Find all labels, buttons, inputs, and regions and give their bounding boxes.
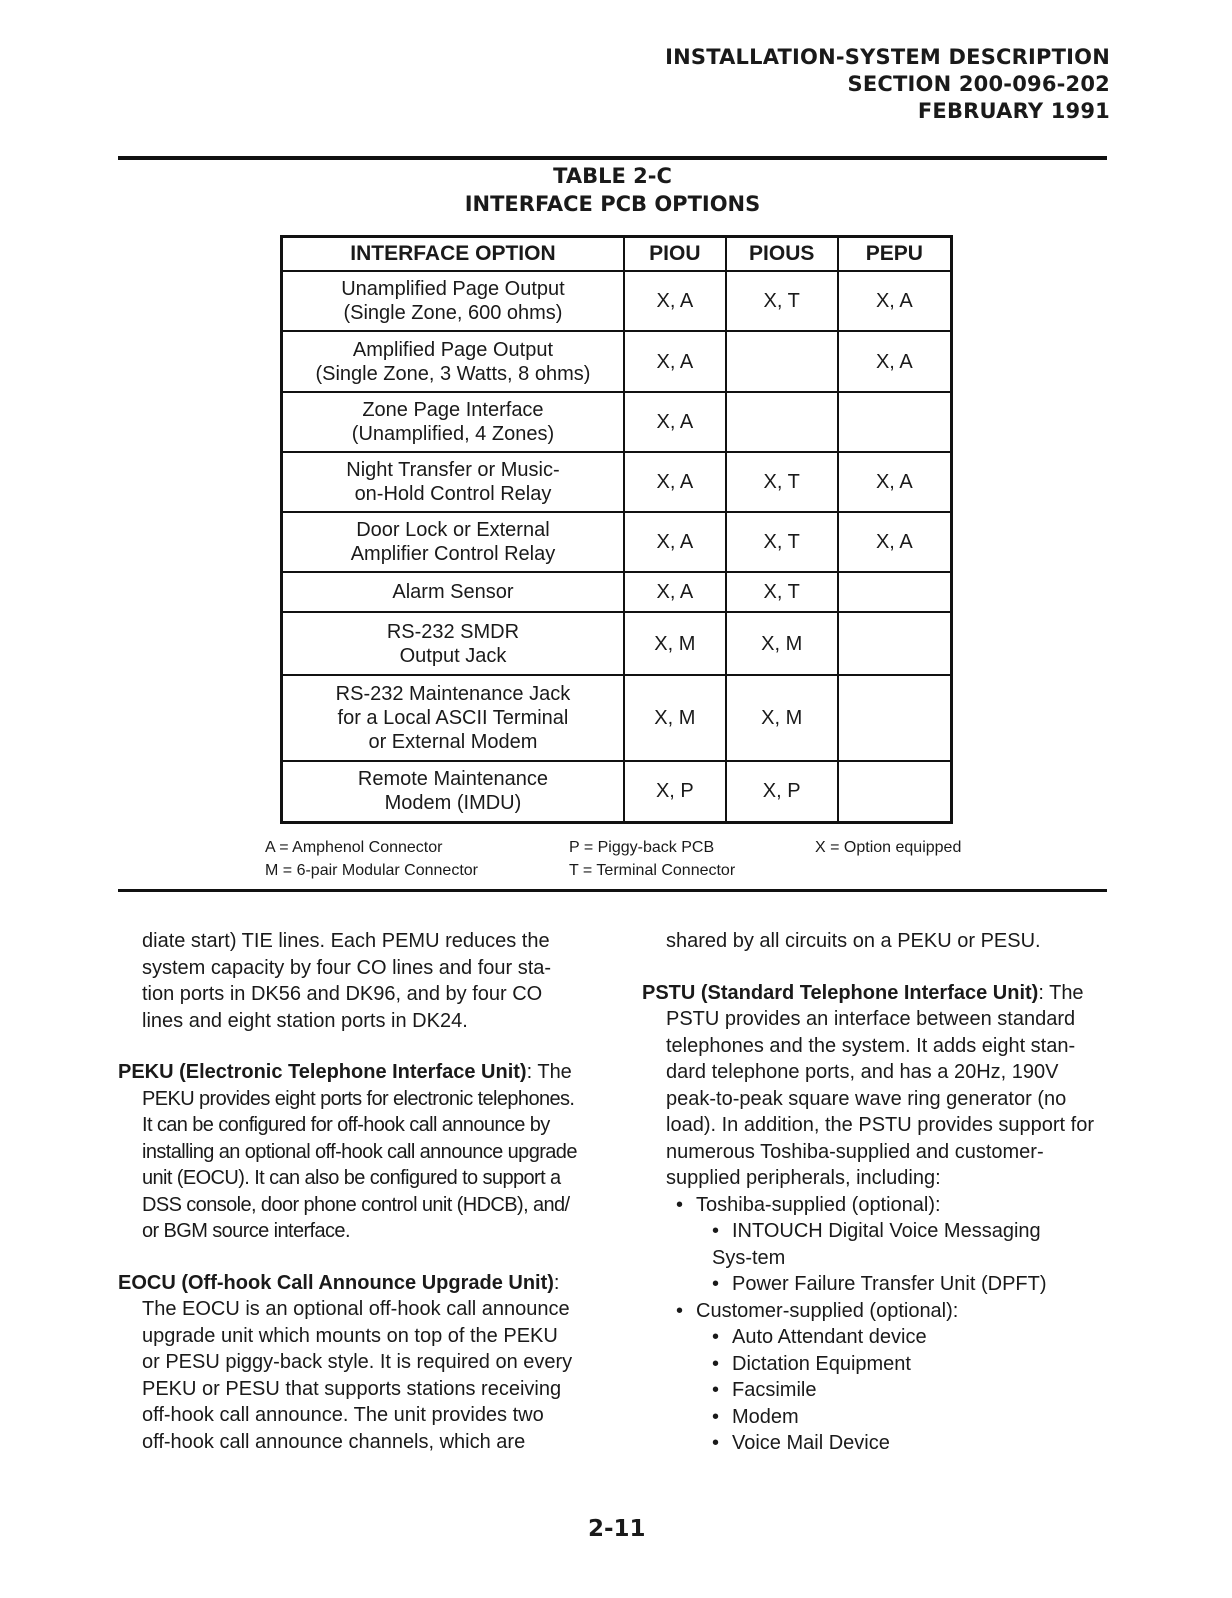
table-row bbox=[282, 572, 952, 612]
text-line: unit (EOCU). It can also be configured to support a bbox=[142, 1167, 561, 1189]
option-line: (Unamplified, 4 Zones) bbox=[351, 423, 555, 445]
text-line: off-hook call announce. The unit provides two bbox=[142, 1404, 544, 1426]
option-line: Remote Maintenance bbox=[357, 768, 548, 791]
pious-cell: X, T bbox=[726, 512, 838, 572]
column-header-piou: PIOU bbox=[624, 237, 726, 272]
text-line: load). In addition, the PSTU provides support for bbox=[666, 1114, 1095, 1136]
bottom-divider bbox=[118, 889, 1107, 892]
text-line: PSTU provides an interface between standard bbox=[666, 1008, 1076, 1030]
top-divider bbox=[118, 156, 1107, 160]
pepu-cell: X, A bbox=[838, 271, 952, 331]
page-number: 2-11 bbox=[588, 1516, 646, 1542]
option-line: Modem (IMDU) bbox=[384, 792, 522, 815]
text-line: or PESU piggy-back style. It is required on every bbox=[142, 1351, 573, 1373]
pious-cell: X, M bbox=[726, 675, 838, 761]
table-row bbox=[282, 612, 952, 675]
option-line: Alarm Sensor bbox=[392, 581, 514, 603]
text-line: PEKU (Electronic Telephone Interface Unit): The bbox=[118, 1061, 572, 1083]
legend-terminal: T = Terminal Connector bbox=[569, 862, 736, 879]
list-item: • Toshiba-supplied (optional): bbox=[642, 1192, 1108, 1219]
text-line: system capacity by four CO lines and four sta- bbox=[142, 956, 552, 979]
table-row bbox=[282, 331, 952, 392]
text-line: EOCU (Off-hook Call Announce Upgrade Unit): bbox=[118, 1271, 560, 1294]
text-line: dard telephone ports, and has a 20Hz, 190V bbox=[666, 1061, 1059, 1083]
piou-cell: X, A bbox=[624, 512, 726, 572]
option-cell bbox=[282, 271, 624, 331]
left-column bbox=[118, 928, 583, 1455]
peku-paragraph bbox=[118, 1059, 583, 1245]
text-line: telephones and the system. It adds eight stan- bbox=[666, 1034, 1076, 1057]
list-item: • Auto Attendant device bbox=[642, 1324, 1108, 1351]
option-line: RS-232 SMDR bbox=[386, 620, 520, 643]
piou-cell: X, M bbox=[624, 675, 726, 761]
list-item: • Facsimile bbox=[642, 1377, 1108, 1404]
list-item: • INTOUCH Digital Voice Messaging Sys-tem bbox=[712, 1220, 1041, 1269]
option-line: on-Hold Control Relay bbox=[354, 483, 552, 505]
option-line: Amplifier Control Relay bbox=[350, 543, 556, 565]
table-header-row bbox=[282, 237, 952, 272]
pepu-cell bbox=[838, 675, 952, 761]
bullet-icon: • bbox=[712, 1432, 720, 1454]
option-line: Amplified Page Output bbox=[352, 338, 554, 361]
table-legend bbox=[265, 836, 478, 882]
text-line: numerous Toshiba-supplied and customer- bbox=[666, 1140, 1044, 1163]
text-line: supplied peripherals, including: bbox=[666, 1167, 941, 1189]
pepu-cell: X, A bbox=[838, 452, 952, 512]
bullet-list bbox=[642, 1192, 1108, 1457]
option-line: RS-232 Maintenance Jack bbox=[335, 683, 571, 705]
list-item: • Power Failure Transfer Unit (DPFT) bbox=[642, 1271, 1108, 1298]
pstu-paragraph bbox=[642, 980, 1108, 1457]
option-line: (Single Zone, 600 ohms) bbox=[343, 302, 563, 324]
text-line: PSTU (Standard Telephone Interface Unit): The bbox=[642, 981, 1084, 1004]
pious-cell: X, T bbox=[726, 452, 838, 512]
text-line: upgrade unit which mounts on top of the PEKU bbox=[142, 1324, 558, 1347]
option-cell bbox=[282, 392, 624, 452]
peku-term: PEKU (Electronic Telephone Interface Unit) bbox=[118, 1061, 527, 1083]
list-item: • Voice Mail Device bbox=[642, 1430, 1108, 1457]
pepu-cell bbox=[838, 572, 952, 612]
eocu-paragraph bbox=[118, 1270, 583, 1456]
bullet-icon: • bbox=[676, 1193, 684, 1216]
text-line: The EOCU is an optional off-hook call announce bbox=[142, 1298, 570, 1320]
piou-cell: X, P bbox=[624, 761, 726, 822]
option-cell bbox=[282, 331, 624, 392]
header-section: SECTION 200-096-202 bbox=[847, 72, 1110, 96]
option-line: Zone Page Interface bbox=[362, 399, 544, 421]
option-cell bbox=[282, 572, 624, 612]
list-item: • Customer-supplied (optional): bbox=[642, 1298, 1108, 1325]
eocu-term: EOCU (Off-hook Call Announce Upgrade Unit) bbox=[118, 1271, 554, 1294]
text-line: installing an optional off-hook call announce upgrade bbox=[142, 1140, 577, 1163]
piou-cell: X, A bbox=[624, 452, 726, 512]
right-column bbox=[642, 928, 1108, 1457]
header-title: INSTALLATION-SYSTEM DESCRIPTION bbox=[665, 45, 1110, 69]
bullet-icon: • bbox=[712, 1379, 720, 1401]
table-caption: INTERFACE PCB OPTIONS bbox=[464, 192, 761, 216]
pepu-cell bbox=[838, 761, 952, 822]
column-header-option: INTERFACE OPTION bbox=[282, 237, 624, 272]
option-line: Night Transfer or Music- bbox=[346, 459, 560, 481]
option-line: Output Jack bbox=[399, 644, 507, 667]
table-row bbox=[282, 271, 952, 331]
pepu-cell: X, A bbox=[838, 331, 952, 392]
pepu-cell bbox=[838, 392, 952, 452]
text-line: lines and eight station ports in DK24. bbox=[142, 1009, 468, 1032]
option-cell bbox=[282, 512, 624, 572]
option-cell bbox=[282, 761, 624, 822]
legend-option-equipped: X = Option equipped bbox=[815, 839, 962, 856]
text-line: peak-to-peak square wave ring generator (no bbox=[666, 1087, 1067, 1110]
text-line: tion ports in DK56 and DK96, and by four CO bbox=[142, 983, 543, 1005]
legend-amphenol: A = Amphenol Connector bbox=[265, 839, 443, 856]
pious-cell: X, P bbox=[726, 761, 838, 822]
piou-cell: X, A bbox=[624, 271, 726, 331]
text-line: DSS console, door phone control unit (HDCB), and/ bbox=[142, 1193, 570, 1216]
document-header bbox=[665, 44, 1110, 125]
piou-cell: X, A bbox=[624, 331, 726, 392]
table-row bbox=[282, 392, 952, 452]
legend-piggyback: P = Piggy-back PCB bbox=[569, 839, 715, 856]
option-line: (Single Zone, 3 Watts, 8 ohms) bbox=[315, 362, 591, 385]
option-cell bbox=[282, 612, 624, 675]
pepu-cell bbox=[838, 612, 952, 675]
option-line: Door Lock or External bbox=[356, 519, 550, 541]
bullet-icon: • bbox=[712, 1273, 720, 1295]
text-line: diate start) TIE lines. Each PEMU reduces the bbox=[142, 930, 550, 952]
piou-cell: X, A bbox=[624, 572, 726, 612]
interface-options-table bbox=[280, 235, 953, 824]
table-row bbox=[282, 452, 952, 512]
table-title bbox=[420, 162, 805, 218]
option-line: or External Modem bbox=[368, 731, 538, 753]
bullet-icon: • bbox=[712, 1220, 720, 1242]
pious-cell: X, T bbox=[726, 271, 838, 331]
list-item: • Dictation Equipment bbox=[642, 1351, 1108, 1378]
pepu-cell: X, A bbox=[838, 512, 952, 572]
list-item: • Modem bbox=[642, 1404, 1108, 1431]
piou-cell: X, M bbox=[624, 612, 726, 675]
text-line: or BGM source interface. bbox=[142, 1220, 350, 1242]
column-header-pious: PIOUS bbox=[726, 237, 838, 272]
text-line: It can be configured for off-hook call announce by bbox=[142, 1114, 550, 1136]
text-line: PEKU provides eight ports for electronic telephones. bbox=[142, 1087, 575, 1110]
text-line: off-hook call announce channels, which are bbox=[142, 1430, 526, 1453]
table-number: TABLE 2-C bbox=[553, 164, 672, 188]
bullet-icon: • bbox=[712, 1326, 720, 1348]
option-line: for a Local ASCII Terminal bbox=[337, 707, 569, 729]
table-row bbox=[282, 675, 952, 761]
bullet-icon: • bbox=[712, 1352, 720, 1375]
table-legend bbox=[569, 836, 735, 882]
table-row bbox=[282, 512, 952, 572]
header-date: FEBRUARY 1991 bbox=[917, 99, 1110, 123]
text-line: shared by all circuits on a PEKU or PESU. bbox=[666, 930, 1041, 952]
pious-cell: X, T bbox=[726, 572, 838, 612]
continued-paragraph bbox=[642, 928, 1108, 955]
continued-paragraph bbox=[118, 928, 583, 1034]
option-cell bbox=[282, 675, 624, 761]
pious-cell bbox=[726, 392, 838, 452]
pstu-term: PSTU (Standard Telephone Interface Unit) bbox=[642, 981, 1039, 1004]
pious-cell bbox=[726, 331, 838, 392]
option-cell bbox=[282, 452, 624, 512]
table-row bbox=[282, 761, 952, 822]
table-legend bbox=[815, 836, 961, 859]
column-header-pepu: PEPU bbox=[838, 237, 952, 272]
option-line: Unamplified Page Output bbox=[341, 278, 565, 300]
piou-cell: X, A bbox=[624, 392, 726, 452]
pious-cell: X, M bbox=[726, 612, 838, 675]
text-line: PEKU or PESU that supports stations receiving bbox=[142, 1377, 562, 1400]
bullet-icon: • bbox=[712, 1405, 720, 1428]
legend-modular: M = 6-pair Modular Connector bbox=[265, 862, 478, 879]
bullet-icon: • bbox=[676, 1299, 684, 1322]
